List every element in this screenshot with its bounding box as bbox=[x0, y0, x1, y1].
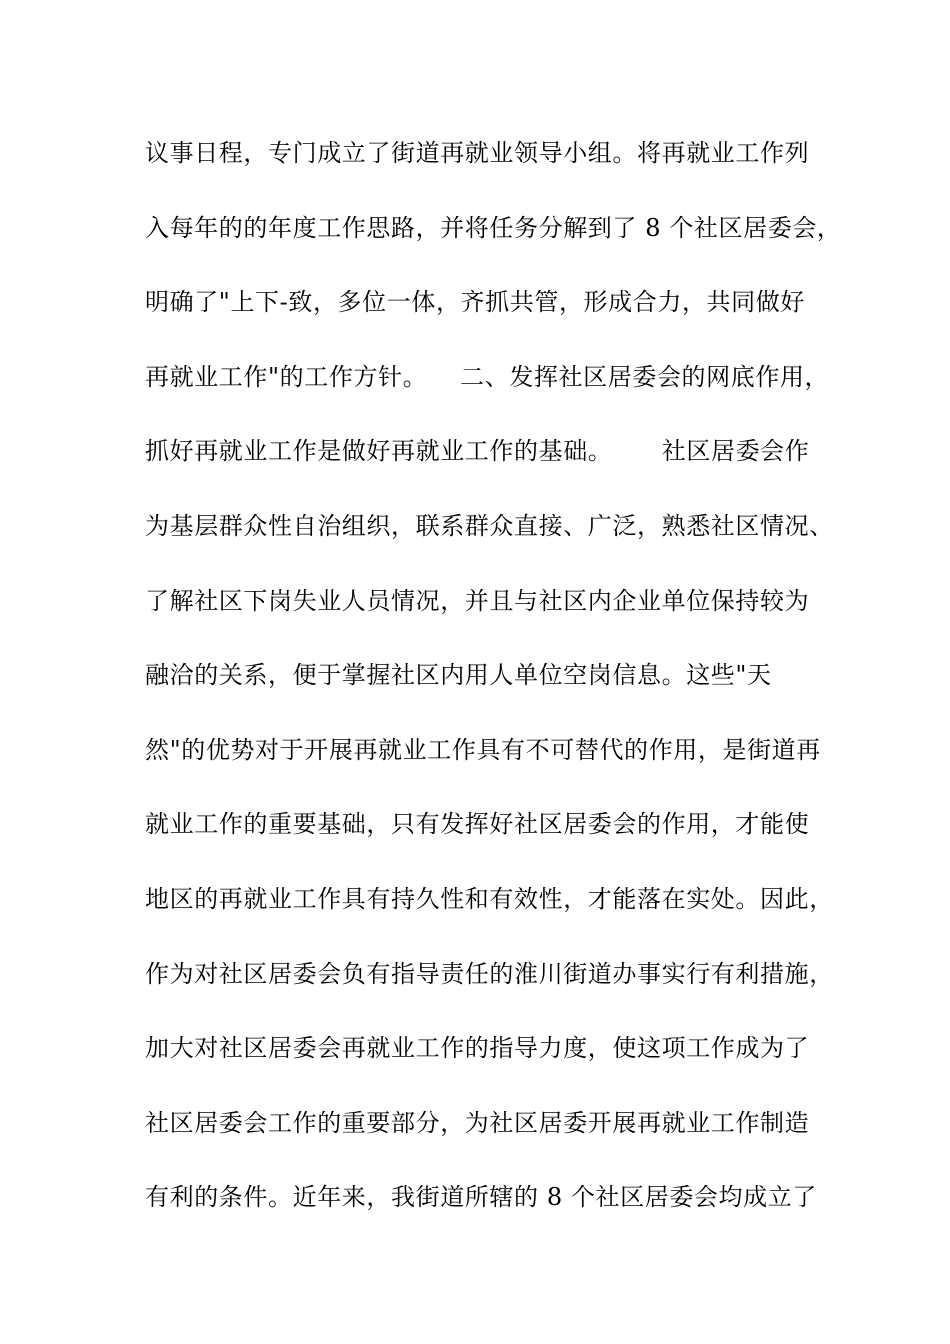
text-line: 了解社区下岗失业人员情况，并且与社区内企业单位保持较为 bbox=[145, 586, 810, 615]
text-line: 融洽的关系，便于掌握社区内用人单位空岗信息。这些"天 bbox=[145, 661, 772, 690]
text-line: 社区居委会工作的重要部分，为社区居委开展再就业工作制造 bbox=[145, 1108, 810, 1137]
text-line: 为基层群众性自治组织，联系群众直接、广泛，熟悉社区情况、 bbox=[145, 511, 834, 540]
text-line: 议事日程，专门成立了街道再就业领导小组。将再就业工作列 bbox=[145, 139, 810, 167]
text-line: 然"的优势对于开展再就业工作具有不可替代的作用，是街道再 bbox=[145, 735, 821, 764]
text-line: 抓好再就业工作是做好再就业工作的基础。 社区居委会作 bbox=[145, 437, 810, 466]
text-line: 作为对社区居委会负有指导责任的淮川街道办事实行有利措施， bbox=[145, 959, 834, 988]
text-line: 就业工作的重要基础，只有发挥好社区居委会的作用，才能使 bbox=[145, 810, 810, 839]
text-line: 入每年的的年度工作思路，并将任务分解到了 8 个社区居委会， bbox=[145, 213, 842, 242]
text-line: 加大对社区居委会再就业工作的指导力度，使这项工作成为了 bbox=[145, 1034, 810, 1063]
text-line: 地区的再就业工作具有持久性和有效性，才能落在实处。因此， bbox=[145, 884, 834, 913]
text-line: 再就业工作"的工作方针。 二、发挥社区居委会的网底作用， bbox=[145, 362, 830, 391]
body-text bbox=[145, 133, 842, 1252]
text-line: 明确了"上下-致，多位一体，齐抓共管，形成合力，共同做好 bbox=[145, 288, 805, 317]
text-line: 有利的条件。近年来，我街道所辖的 8 个社区居委会均成立了 bbox=[145, 1183, 817, 1212]
